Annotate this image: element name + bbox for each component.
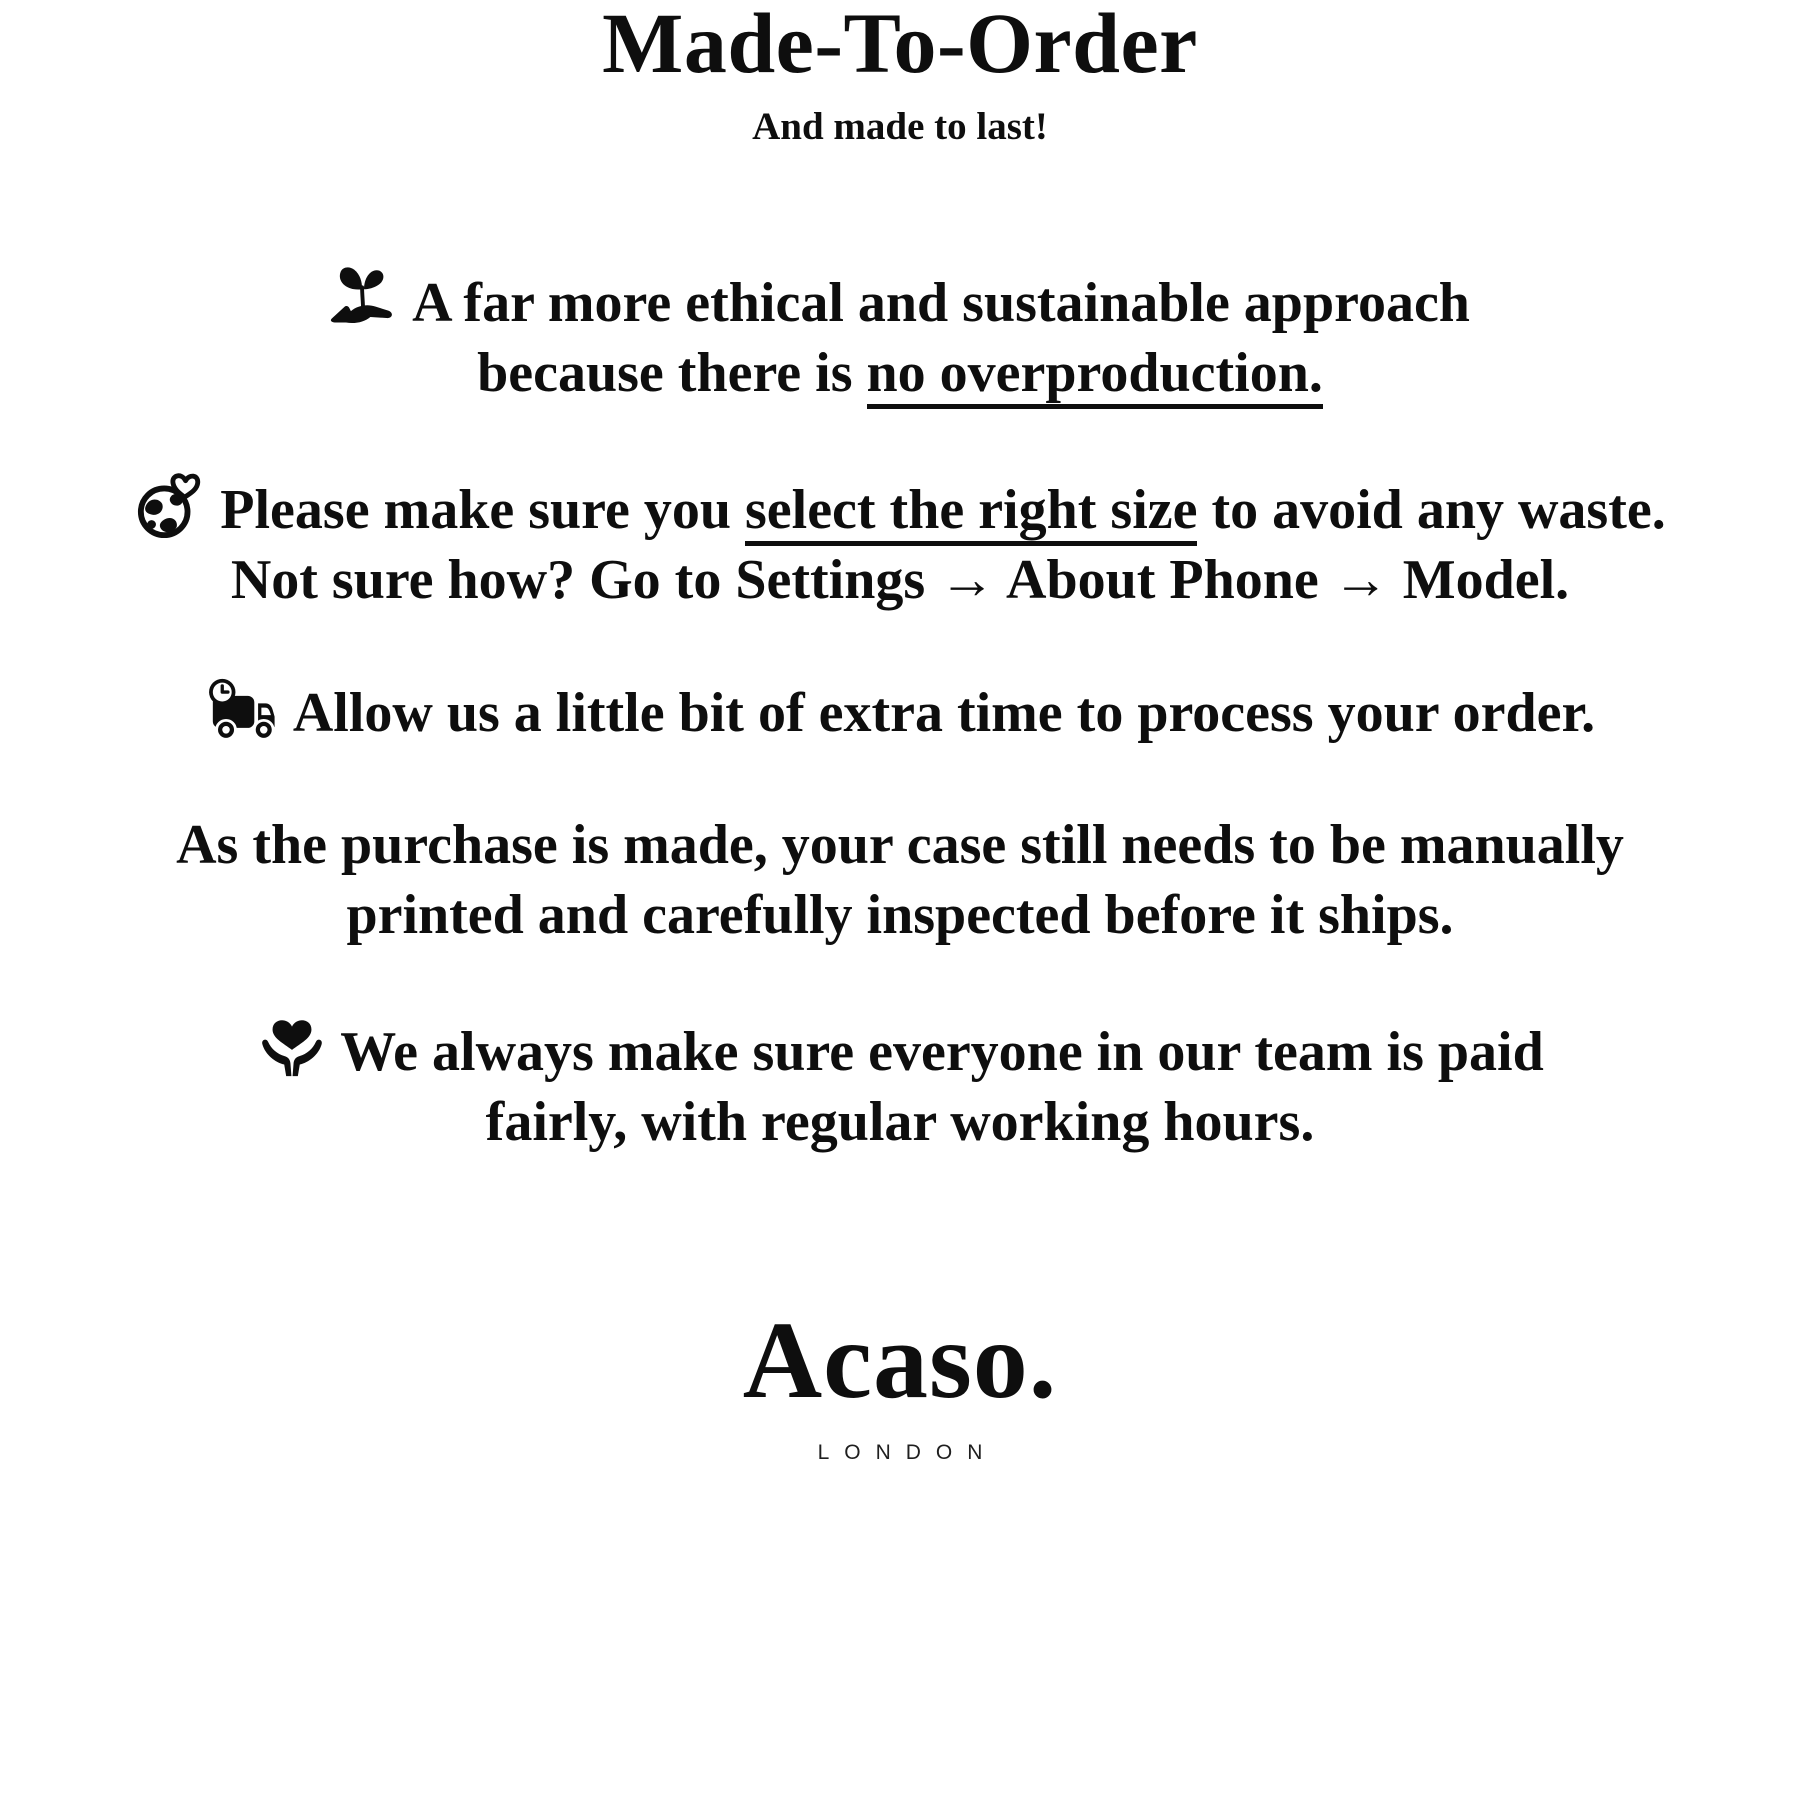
paragraph-sizing [0, 470, 1800, 615]
header [0, 0, 1800, 149]
paragraph-text: Allow us a little bit of extra time to process your order. [292, 681, 1596, 744]
paragraph-text: to avoid any waste. [1197, 478, 1666, 541]
paragraph-fair-pay [0, 1012, 1800, 1157]
heart-hands-icon [256, 1012, 328, 1082]
brand-logo: Acaso. [742, 1298, 1058, 1421]
paragraph-line: As the purchase is made, your case still needs to be manually [176, 813, 1624, 876]
body-copy [0, 263, 1800, 1157]
paragraph-line: fairly, with regular working hours. [485, 1090, 1315, 1153]
sprout-hand-icon [330, 263, 400, 333]
paragraph-text: We always make sure everyone in our team is paid [340, 1020, 1544, 1083]
underlined-text: no overproduction. [867, 342, 1323, 409]
paragraph-line: Not sure how? Go to Settings → About Phone → Model. [230, 548, 1570, 611]
paragraph-text: because there is [477, 341, 867, 404]
page-subtitle: And made to last! [752, 105, 1048, 148]
paragraph-line [0, 1012, 1800, 1087]
underlined-text: select the right size [745, 479, 1197, 546]
brand-footer [0, 1298, 1800, 1465]
paragraph-line [0, 263, 1800, 338]
paragraph-text: A far more ethical and sustainable approach [412, 271, 1470, 334]
paragraph-processing [0, 677, 1800, 748]
paragraph-production [0, 810, 1800, 950]
paragraph-text: Please make sure you [220, 478, 745, 541]
paragraph-line: printed and carefully inspected before it ships. [346, 883, 1454, 946]
brand-city: LONDON [817, 1440, 998, 1464]
paragraph-sustainability [0, 263, 1800, 408]
truck-clock-icon [205, 677, 281, 743]
paragraph-line [0, 470, 1800, 545]
page-title: Made-To-Order [602, 0, 1198, 91]
paragraph-line [0, 338, 1800, 408]
earth-heart-icon [134, 470, 208, 540]
paragraph-line [0, 677, 1800, 748]
